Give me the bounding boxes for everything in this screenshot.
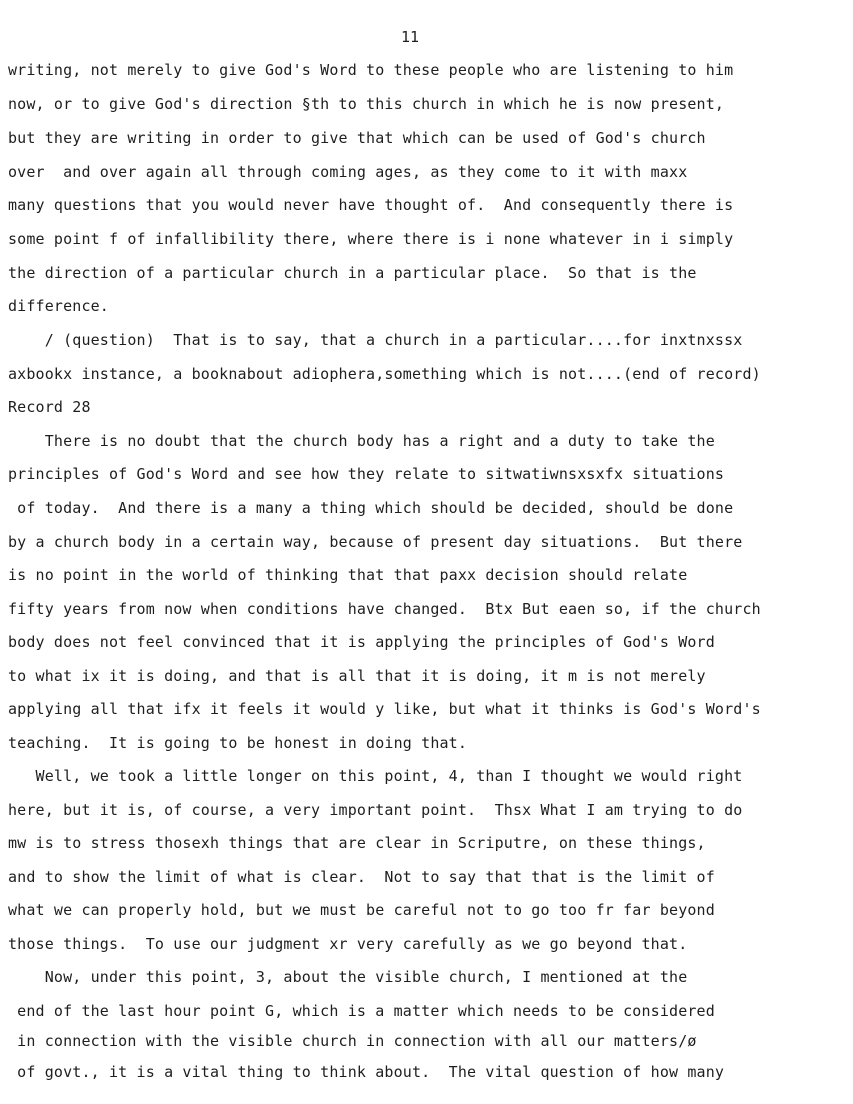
- text-line: writing, not merely to give God's Word to these people who are listening to him: [8, 61, 734, 79]
- text-line: what we can properly hold, but we must be careful not to go too fr far beyond: [8, 901, 715, 919]
- text-line: here, but it is, of course, a very important point. Thsx What I am trying to do: [8, 801, 743, 819]
- page-number: 11: [400, 28, 420, 46]
- text-line: There is no doubt that the church body has a right and a duty to take the: [8, 432, 715, 450]
- text-line: is no point in the world of thinking that that paxx decision should relate: [8, 566, 688, 584]
- text-line: mw is to stress thosexh things that are clear in Scriputre, on these things,: [8, 834, 706, 852]
- text-line: applying all that ifx it feels it would y like, but what it thinks is God's Word's: [8, 700, 761, 718]
- text-line: body does not feel convinced that it is applying the principles of God's Word: [8, 633, 715, 651]
- text-line: many questions that you would never have thought of. And consequently there is: [8, 196, 734, 214]
- text-line: of today. And there is a many a thing which should be decided, should be done: [8, 499, 734, 517]
- text-line: some point f of infallibility there, where there is i none whatever in i simply: [8, 230, 734, 248]
- text-line: but they are writing in order to give that which can be used of God's church: [8, 129, 706, 147]
- text-line: to what ix it is doing, and that is all that it is doing, it m is not merely: [8, 667, 706, 685]
- text-line: and to show the limit of what is clear. Not to say that that is the limit of: [8, 868, 715, 886]
- text-line: those things. To use our judgment xr very carefully as we go beyond that.: [8, 935, 688, 953]
- text-line: Record 28: [8, 398, 91, 416]
- text-line: / (question) That is to say, that a church in a particular....for inxtnxssx: [8, 331, 743, 349]
- text-line: teaching. It is going to be honest in doing that.: [8, 734, 468, 752]
- text-line: now, or to give God's direction §th to this church in which he is now present,: [8, 95, 725, 113]
- text-line: Now, under this point, 3, about the visible church, I mentioned at the: [8, 968, 688, 986]
- text-line: Well, we took a little longer on this point, 4, than I thought we would right: [8, 767, 743, 785]
- text-line: fifty years from now when conditions have changed. Btx But eaen so, if the church: [8, 600, 761, 618]
- text-line: difference.: [8, 297, 109, 315]
- text-line: in connection with the visible church in connection with all our matters/ø: [8, 1032, 697, 1050]
- text-line: the direction of a particular church in a particular place. So that is the: [8, 264, 697, 282]
- text-line: end of the last hour point G, which is a matter which needs to be considered: [8, 1002, 715, 1020]
- text-line: principles of God's Word and see how they relate to sitwatiwnsxsxfx situations: [8, 465, 725, 483]
- text-line: by a church body in a certain way, because of present day situations. But there: [8, 533, 743, 551]
- text-line: of govt., it is a vital thing to think about. The vital question of how many: [8, 1063, 725, 1081]
- text-line: axbookx instance, a booknabout adiophera,something which is not....(end of record): [8, 365, 761, 383]
- text-line: over and over again all through coming ages, as they come to it with maxx: [8, 163, 688, 181]
